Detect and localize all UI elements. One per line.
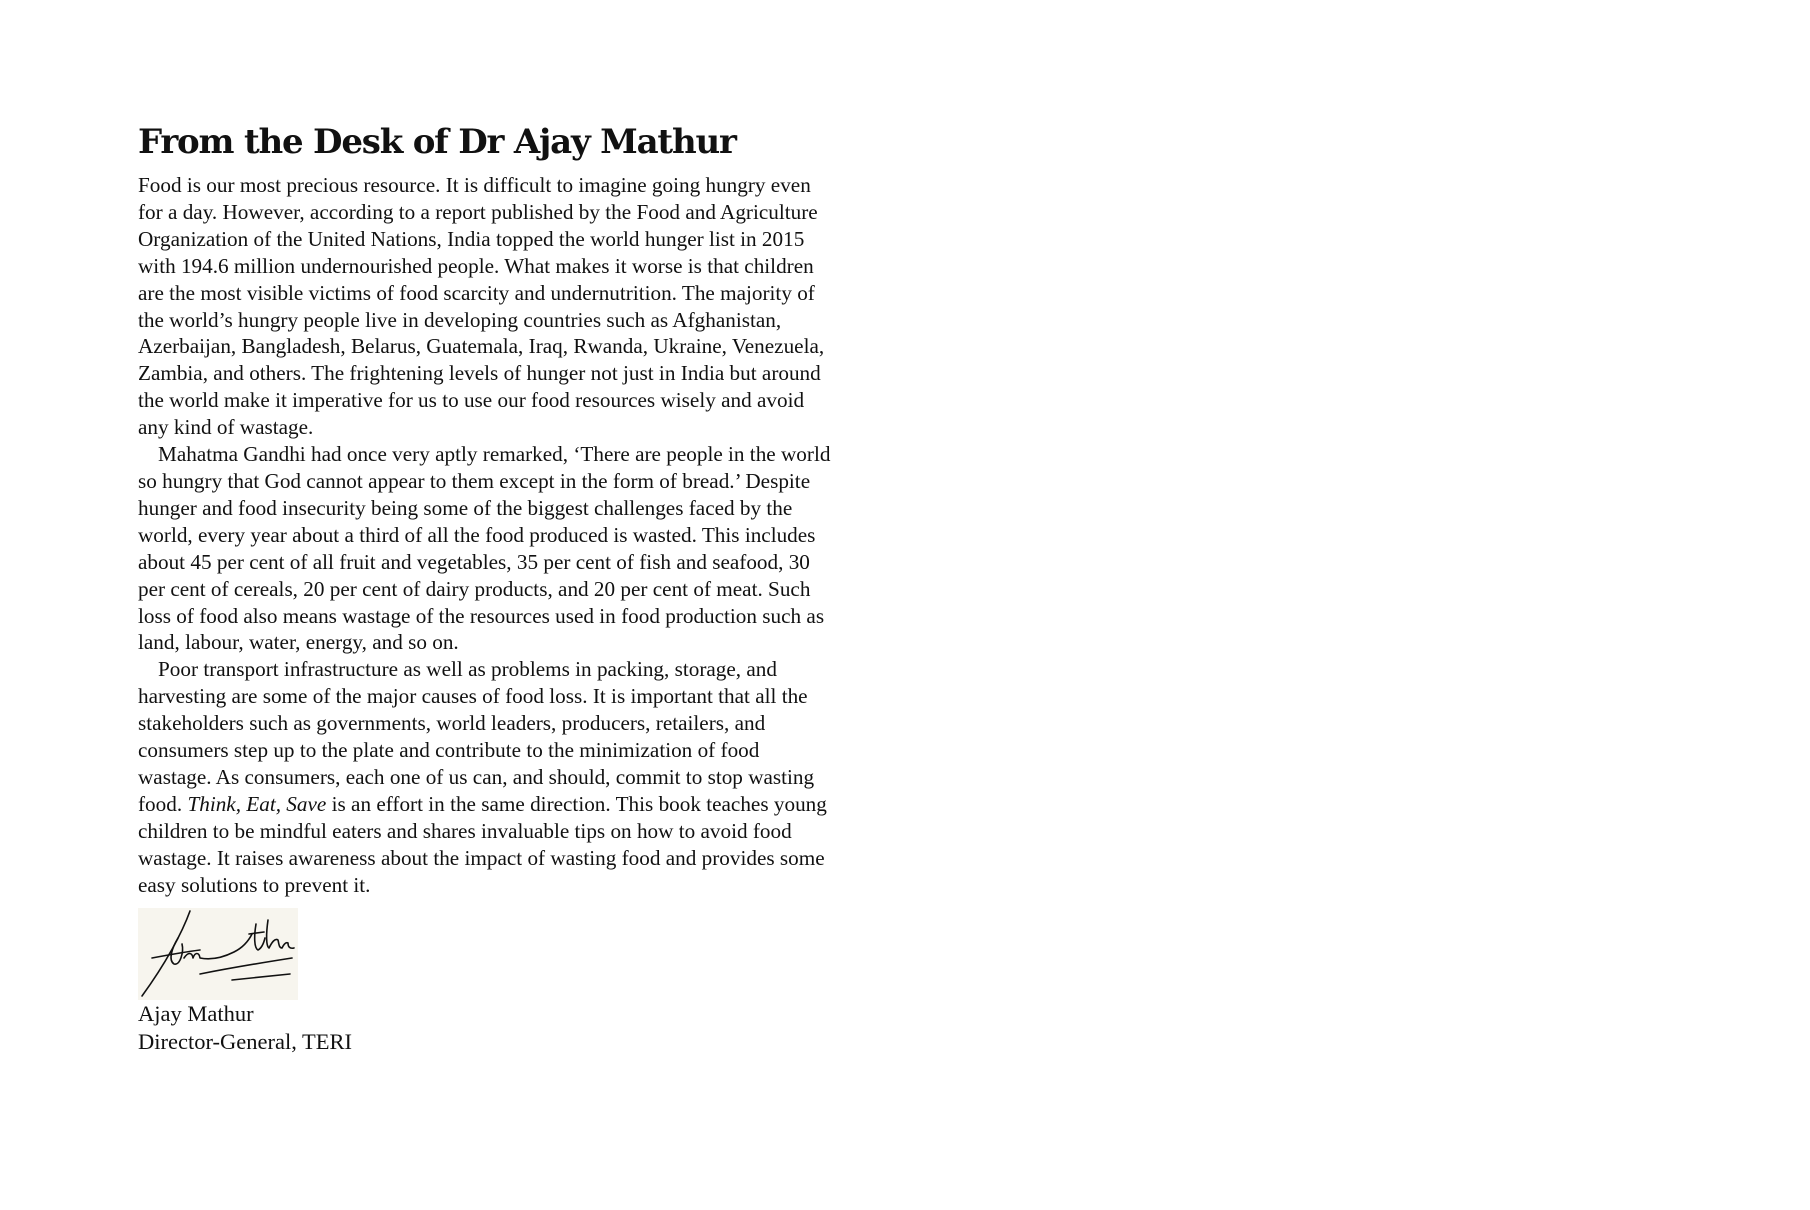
- handwritten-signature: [138, 908, 298, 1000]
- paragraph-3: [138, 656, 838, 898]
- page-heading: From the Desk of Dr Ajay Mathur: [138, 122, 736, 162]
- paragraph-1: Food is our most precious resource. It is difficult to imagine going hungry even for a day. However, according to a report published by the Food and Agriculture Organization of the United Nations, India topped the world hunger list in 2015 with 194.6 million undernourished people. What makes it worse is that children are the most visible victims of food scarcity and undernutrition. The majority of the world’s hungry people live in developing countries such as Afghanistan, Azerbaijan, Bangladesh, Belarus, Guatemala, Iraq, Rwanda, Ukraine, Venezuela, Zambia, and others. The frightening levels of hunger not just in India but around the world make it imperative for us to use our food resources wisely and avoid any kind of wastage.: [138, 173, 825, 440]
- signatory-name: Ajay Mathur: [138, 1001, 254, 1027]
- signatory-title: Director-General, TERI: [138, 1029, 353, 1055]
- paragraph-2: Mahatma Gandhi had once very aptly remarked, ‘There are people in the world so hungry that God cannot appear to them except in the form of bread.’ Despite hunger and food insecurity being some of the biggest challenges faced by the world, every year about a third of all the food produced is wasted. This includes about 45 per cent of all fruit and vegetables, 35 per cent of fish and seafood, 30 per cent of cereals, 20 per cent of dairy products, and 20 per cent of meat. Such loss of food also means wastage of the resources used in food production such as land, labour, water, energy, and so on.: [138, 442, 831, 655]
- paragraph-3-text-after: is an effort in the same direction. This book teaches young children to be mindful eaters and shares invaluable tips on how to avoid food wastage. It raises awareness about the impact of wasting food and provides some easy solutions to prevent it.: [138, 791, 827, 897]
- paragraph-3-text-before: Poor transport infrastructure as well as problems in packing, storage, and harvesting are some of the major causes of food loss. It is important that all the stakeholders such as governments, world leaders, producers, retailers, and consumers step up to the plate and contribute to the minimization of food wastage. As consumers, each one of us can, and should, commit to stop wasting food.: [138, 657, 815, 816]
- book-title: Think, Eat, Save: [187, 791, 327, 816]
- letter-body: [138, 172, 838, 898]
- letter-column: [138, 120, 838, 1056]
